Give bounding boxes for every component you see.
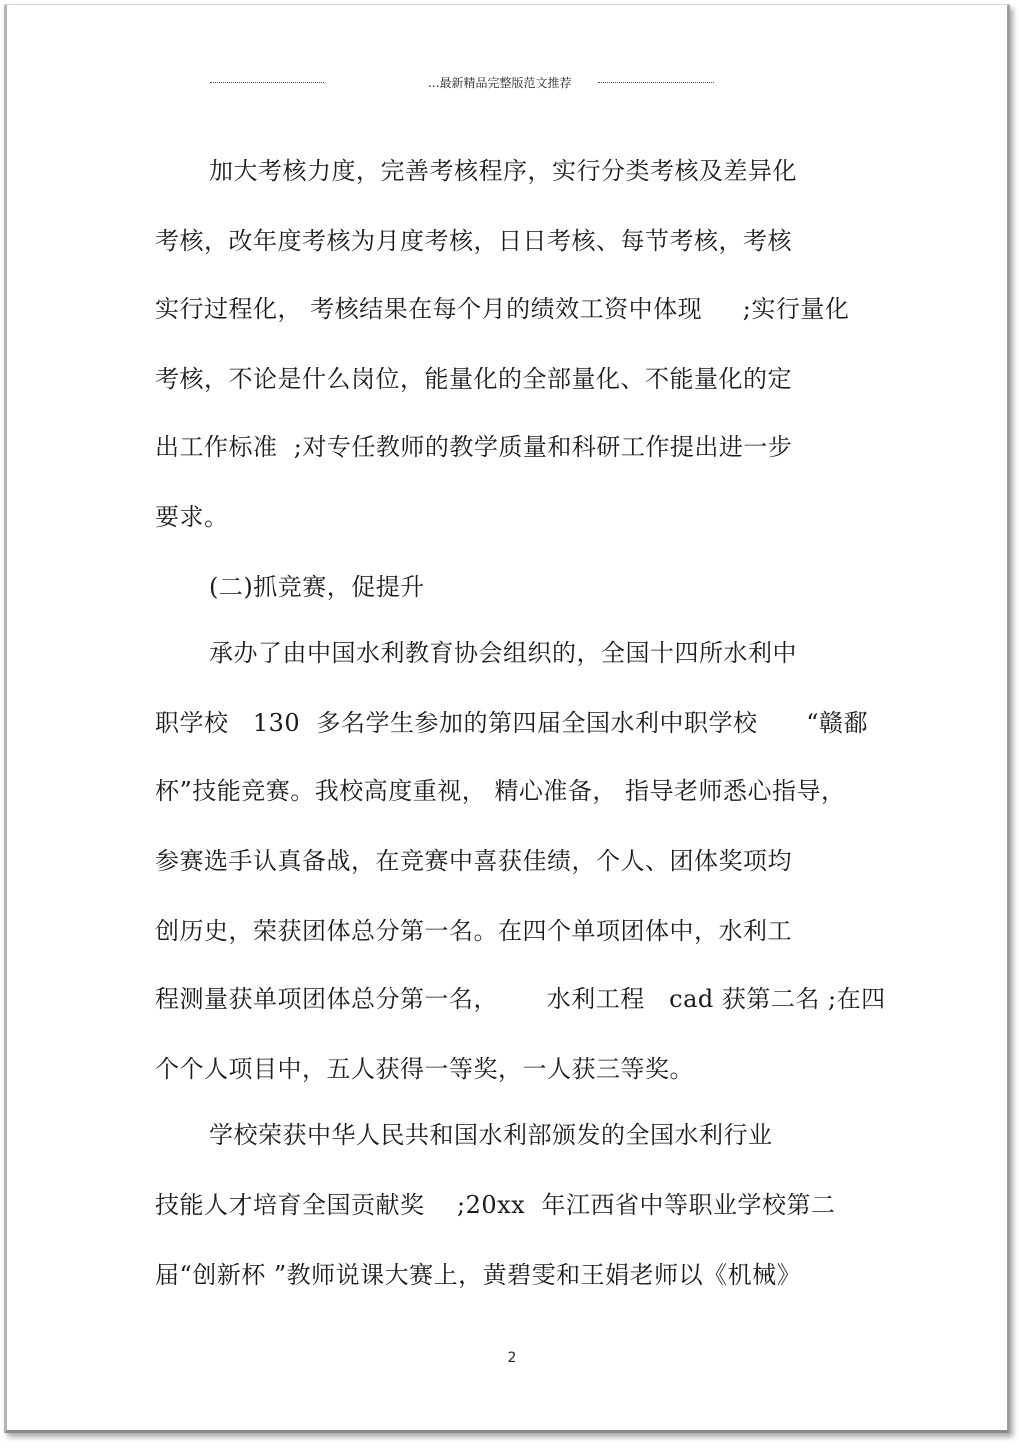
body-line: 出工作标准 ;对专任教师的教学质量和科研工作提出进一步 [155,433,793,461]
body-line: 杯”技能竞赛。我校高度重视， 精心准备， 指导老师悉心指导， [155,777,846,805]
running-header [210,74,714,92]
section-heading: (二)抓竞赛，促提升 [209,573,425,601]
header-rule-right [598,82,714,83]
body-line: 个个人项目中，五人获得一等奖，一人获三等奖。 [155,1055,694,1083]
body-line: 创历史，荣获团体总分第一名。在四个单项团体中，水利工 [155,917,792,945]
body-line: 要求。 [155,503,229,531]
body-line: 学校荣获中华人民共和国水利部颁发的全国水利行业 [209,1121,773,1149]
body-line: 参赛选手认真备战，在竞赛中喜获佳绩，个人、团体奖项均 [155,847,792,875]
body-line: 承办了由中国水利教育协会组织的，全国十四所水利中 [209,639,797,667]
body-line: 考核，不论是什么岗位，能量化的全部量化、不能量化的定 [155,365,792,393]
body-line: 考核，改年度考核为月度考核，日日考核、每节考核，考核 [155,227,792,255]
body-line: 程测量获单项团体总分第一名， 水利工程 cad 获第二名 ;在四 [155,985,886,1013]
body-line: 技能人才培育全国贡献奖 ;20xx 年江西省中等职业学校第二 [155,1191,836,1219]
body-line: 届“创新杯 ”教师说课大赛上，黄碧雯和王娟老师以《机械》 [155,1261,802,1289]
body-line: 职学校 130 多名学生参加的第四届全国水利中职学校 “赣鄱 [155,709,868,737]
header-rule-left [210,82,324,83]
header-text: ...最新精品完整版范文推荐 [428,76,572,90]
body-line: 实行过程化， 考核结果在每个月的绩效工资中体现 ;实行量化 [155,295,850,323]
page-number: 2 [507,1350,517,1366]
body-line: 加大考核力度，完善考核程序，实行分类考核及差异化 [209,157,797,185]
